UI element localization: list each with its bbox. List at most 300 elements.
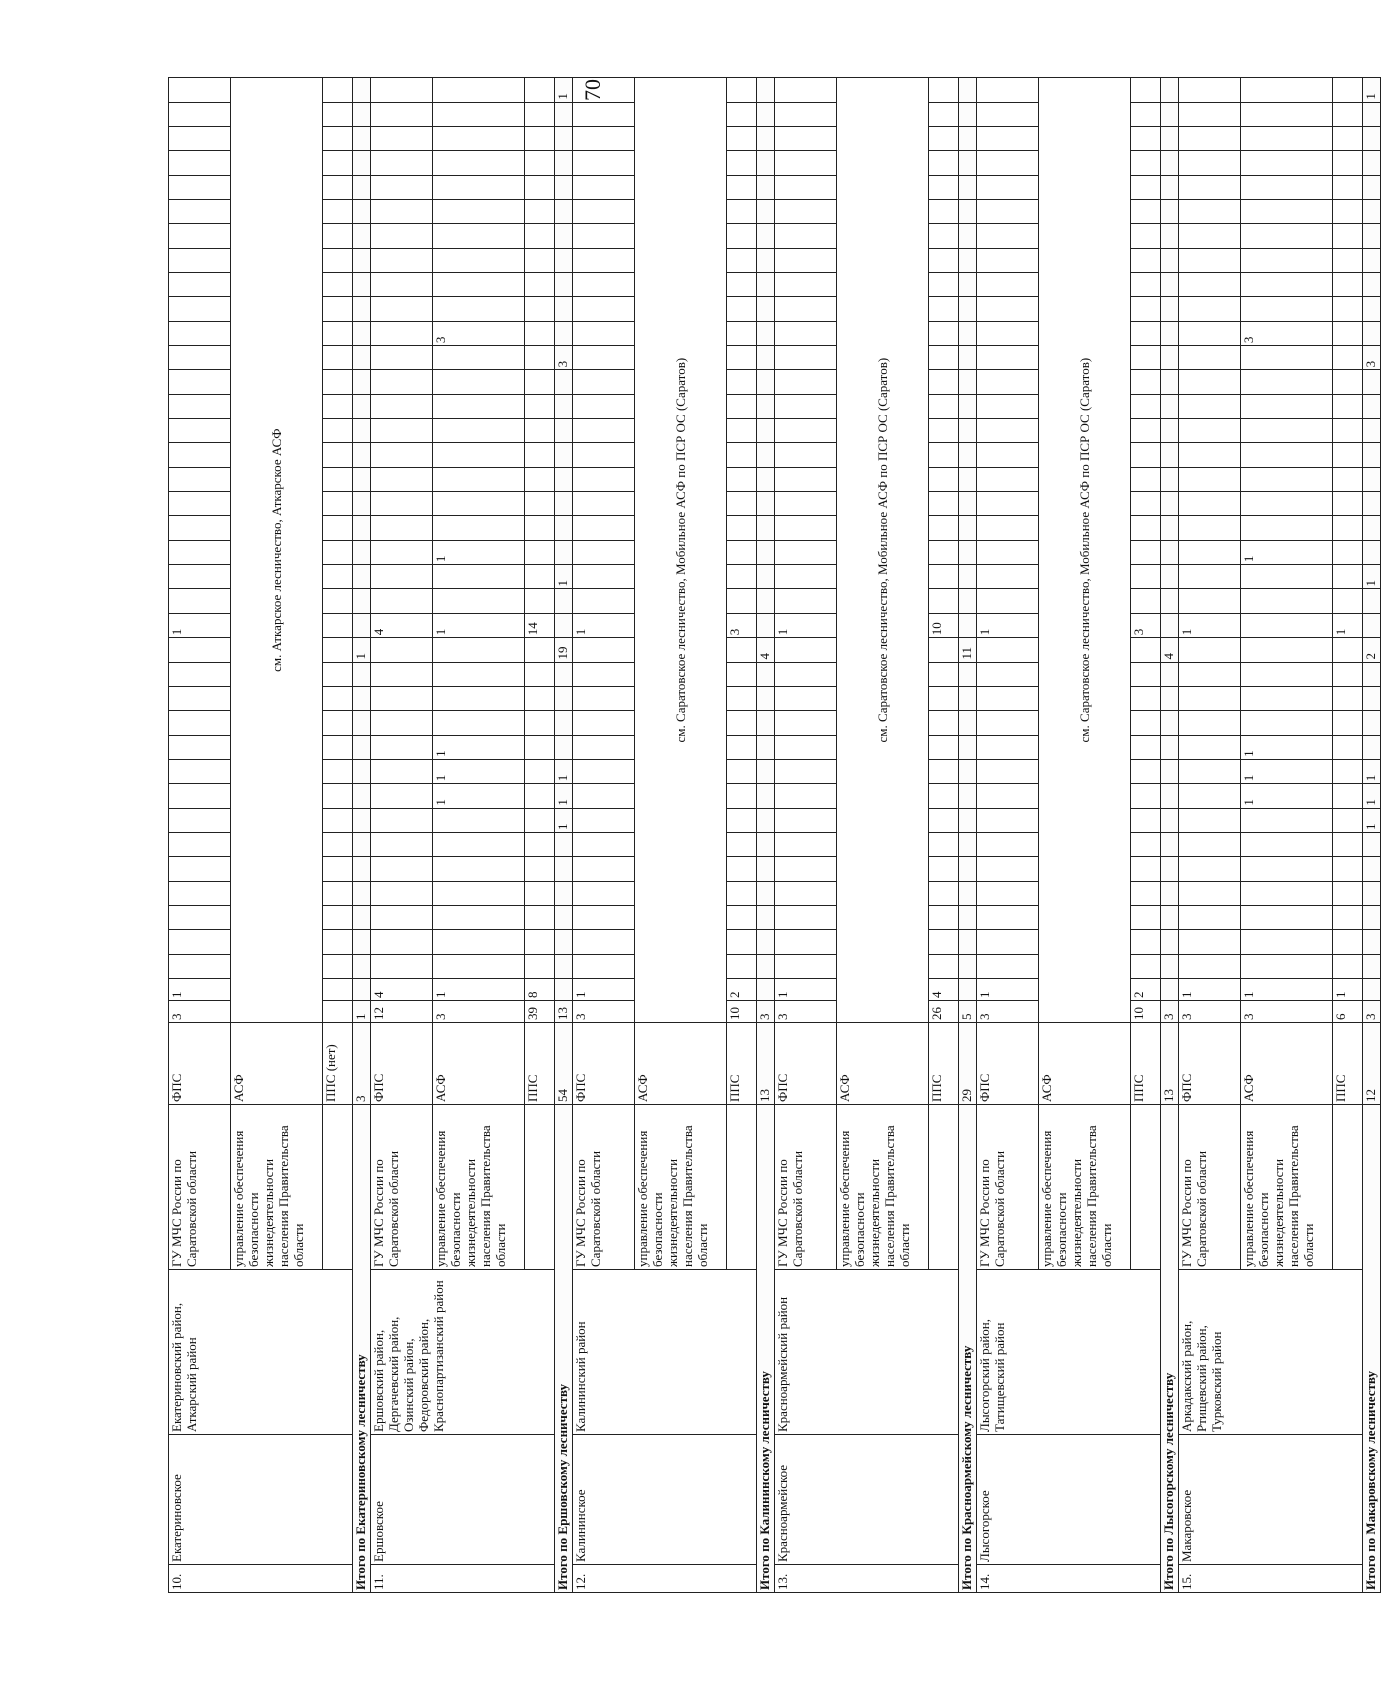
- value-cell: [1241, 297, 1333, 321]
- value-cell: 1: [1241, 979, 1333, 1001]
- value-cell: [1333, 151, 1363, 175]
- value-cell: 3: [1241, 321, 1333, 345]
- value-cell: [573, 419, 635, 443]
- value-cell: [555, 930, 573, 954]
- value-cell: 14: [525, 613, 555, 637]
- value-cell: [1161, 759, 1179, 783]
- organization: [727, 1105, 757, 1270]
- value-cell: [1363, 248, 1381, 272]
- value-cell: [169, 102, 231, 126]
- value-cell: [1363, 686, 1381, 710]
- value-cell: [1363, 979, 1381, 1001]
- value-cell: [727, 492, 757, 516]
- value-cell: [1363, 273, 1381, 297]
- value-cell: [1333, 321, 1363, 345]
- value-cell: [929, 346, 959, 370]
- value-cell: [1333, 370, 1363, 394]
- value-cell: [169, 126, 231, 150]
- value-cell: [977, 662, 1039, 686]
- value-cell: [757, 370, 775, 394]
- value-cell: [959, 78, 977, 102]
- value-cell: [757, 273, 775, 297]
- value-cell: [977, 857, 1039, 881]
- value-cell: [1333, 686, 1363, 710]
- value-cell: [929, 662, 959, 686]
- organization: управление обеспечения безопасности жизнедеятельности населения Правительства области: [837, 1105, 929, 1270]
- value-cell: [353, 711, 371, 735]
- value-cell: [371, 419, 433, 443]
- value-cell: [775, 151, 837, 175]
- value-cell: [323, 930, 353, 954]
- value-cell: [1363, 954, 1381, 978]
- value-cell: [555, 200, 573, 224]
- value-cell: [1363, 589, 1381, 613]
- value-cell: [959, 930, 977, 954]
- value-cell: [323, 735, 353, 759]
- value-cell: [169, 273, 231, 297]
- unit-type: ППС: [525, 1023, 555, 1105]
- value-cell: [1333, 78, 1363, 102]
- value-cell: [1131, 394, 1161, 418]
- value-cell: [1179, 151, 1241, 175]
- value-cell: [353, 735, 371, 759]
- value-cell: [977, 126, 1039, 150]
- value-cell: [1161, 784, 1179, 808]
- value-cell: 5: [959, 1001, 977, 1023]
- value-cell: [169, 735, 231, 759]
- value-cell: [555, 394, 573, 418]
- value-cell: 1: [1179, 979, 1241, 1001]
- value-cell: [1161, 419, 1179, 443]
- value-cell: [525, 297, 555, 321]
- value-cell: [977, 565, 1039, 589]
- value-cell: [757, 832, 775, 856]
- value-cell: [433, 589, 525, 613]
- value-cell: [525, 832, 555, 856]
- value-cell: [1241, 443, 1333, 467]
- value-cell: [929, 711, 959, 735]
- value-cell: [929, 419, 959, 443]
- value-cell: [371, 248, 433, 272]
- value-cell: 1: [1241, 540, 1333, 564]
- value-cell: [929, 832, 959, 856]
- value-cell: [1131, 954, 1161, 978]
- value-cell: [371, 200, 433, 224]
- value-cell: [1131, 102, 1161, 126]
- value-cell: [323, 321, 353, 345]
- value-cell: [1161, 613, 1179, 637]
- value-cell: [1131, 297, 1161, 321]
- value-cell: [1131, 467, 1161, 491]
- value-cell: [555, 151, 573, 175]
- value-cell: [1131, 200, 1161, 224]
- value-cell: [169, 881, 231, 905]
- value-cell: [727, 784, 757, 808]
- value-cell: [1161, 881, 1179, 905]
- value-cell: [1363, 516, 1381, 540]
- value-cell: [929, 151, 959, 175]
- value-cell: [433, 881, 525, 905]
- value-cell: [371, 832, 433, 856]
- value-cell: [1161, 711, 1179, 735]
- value-cell: [433, 565, 525, 589]
- value-cell: [959, 686, 977, 710]
- value-cell: [757, 321, 775, 345]
- organization: ГУ МЧС России по Саратовской области: [775, 1105, 837, 1270]
- value-cell: [1131, 565, 1161, 589]
- value-cell: [1161, 297, 1179, 321]
- value-cell: [775, 662, 837, 686]
- value-cell: [323, 126, 353, 150]
- forestry-name: Екатериновское: [169, 1435, 353, 1565]
- value-cell: 1: [977, 979, 1039, 1001]
- value-cell: [1179, 321, 1241, 345]
- value-cell: [169, 370, 231, 394]
- value-cell: [1333, 589, 1363, 613]
- value-cell: [757, 686, 775, 710]
- value-cell: [1161, 662, 1179, 686]
- value-cell: [1161, 102, 1179, 126]
- value-cell: [573, 832, 635, 856]
- value-cell: 1: [573, 613, 635, 637]
- value-cell: [959, 565, 977, 589]
- value-cell: [353, 394, 371, 418]
- value-cell: [169, 151, 231, 175]
- value-cell: [1131, 443, 1161, 467]
- value-cell: [573, 370, 635, 394]
- value-cell: [169, 808, 231, 832]
- value-cell: 2: [1363, 638, 1381, 662]
- forestry-name: Калининское: [573, 1435, 757, 1565]
- value-cell: [433, 516, 525, 540]
- value-cell: [929, 540, 959, 564]
- value-cell: [727, 394, 757, 418]
- value-cell: [977, 735, 1039, 759]
- value-cell: [727, 808, 757, 832]
- value-cell: [353, 78, 371, 102]
- value-cell: [929, 492, 959, 516]
- value-cell: [525, 954, 555, 978]
- value-cell: [353, 784, 371, 808]
- value-cell: [323, 565, 353, 589]
- value-cell: [727, 297, 757, 321]
- value-cell: [323, 954, 353, 978]
- value-cell: [323, 394, 353, 418]
- value-cell: [959, 492, 977, 516]
- value-cell: [727, 346, 757, 370]
- value-cell: [323, 467, 353, 491]
- value-cell: [929, 126, 959, 150]
- value-cell: [959, 905, 977, 929]
- row-number: 10.: [169, 1565, 353, 1593]
- value-cell: [555, 273, 573, 297]
- districts: Лысогорский район, Татищевский район: [977, 1270, 1161, 1435]
- value-cell: [169, 175, 231, 199]
- value-cell: [371, 126, 433, 150]
- value-cell: [757, 492, 775, 516]
- districts: Екатериновский район, Аткарский район: [169, 1270, 353, 1435]
- value-cell: [371, 443, 433, 467]
- value-cell: [525, 857, 555, 881]
- value-cell: [929, 954, 959, 978]
- value-cell: [353, 297, 371, 321]
- unit-type: ФПС: [169, 1023, 231, 1105]
- value-cell: [757, 881, 775, 905]
- total-row: [353, 78, 371, 1593]
- value-cell: [1161, 905, 1179, 929]
- value-cell: [1131, 370, 1161, 394]
- value-cell: 1: [775, 613, 837, 637]
- value-cell: [727, 175, 757, 199]
- value-cell: [1363, 540, 1381, 564]
- value-cell: [433, 419, 525, 443]
- value-cell: [1131, 540, 1161, 564]
- value-cell: [929, 297, 959, 321]
- value-cell: [1333, 759, 1363, 783]
- value-cell: [959, 711, 977, 735]
- row-number: 14.: [977, 1565, 1161, 1593]
- organization: ГУ МЧС России по Саратовской области: [1179, 1105, 1241, 1270]
- value-cell: [1333, 102, 1363, 126]
- value-cell: 10: [929, 613, 959, 637]
- value-cell: [1161, 200, 1179, 224]
- value-cell: [775, 930, 837, 954]
- organization: [929, 1105, 959, 1270]
- value-cell: [555, 979, 573, 1001]
- value-cell: [323, 589, 353, 613]
- value-cell: 1: [1363, 565, 1381, 589]
- organization: ГУ МЧС России по Саратовской области: [573, 1105, 635, 1270]
- reference-note: см. Саратовское лесничество, Мобильное АСФ по ПСР ОС (Саратов): [1039, 78, 1131, 1023]
- value-cell: [573, 930, 635, 954]
- table-row: [169, 78, 231, 1593]
- value-cell: [1179, 711, 1241, 735]
- value-cell: [727, 711, 757, 735]
- value-cell: [1179, 370, 1241, 394]
- value-cell: [775, 297, 837, 321]
- value-cell: 26: [929, 1001, 959, 1023]
- value-cell: [757, 297, 775, 321]
- value-cell: [727, 954, 757, 978]
- value-cell: [1131, 419, 1161, 443]
- value-cell: [169, 857, 231, 881]
- value-cell: [169, 832, 231, 856]
- value-cell: [323, 443, 353, 467]
- value-cell: [959, 467, 977, 491]
- value-cell: [433, 297, 525, 321]
- value-cell: [1241, 102, 1333, 126]
- value-cell: [573, 321, 635, 345]
- value-cell: [727, 881, 757, 905]
- value-cell: [1363, 711, 1381, 735]
- value-cell: [169, 224, 231, 248]
- value-cell: [977, 321, 1039, 345]
- organization: [323, 1105, 353, 1270]
- value-cell: [573, 516, 635, 540]
- value-cell: [433, 102, 525, 126]
- value-cell: [525, 662, 555, 686]
- unit-type: ППС: [1333, 1023, 1363, 1105]
- organization: ГУ МЧС России по Саратовской области: [169, 1105, 231, 1270]
- value-cell: [929, 686, 959, 710]
- organization: [1131, 1105, 1161, 1270]
- value-cell: [959, 200, 977, 224]
- value-cell: [433, 443, 525, 467]
- value-cell: 3: [1161, 1001, 1179, 1023]
- unit-type: ФПС: [977, 1023, 1039, 1105]
- value-cell: [371, 273, 433, 297]
- value-cell: [775, 589, 837, 613]
- value-cell: [1241, 857, 1333, 881]
- value-cell: [775, 443, 837, 467]
- value-cell: [573, 808, 635, 832]
- table-row: [977, 78, 1039, 1593]
- value-cell: [977, 419, 1039, 443]
- value-cell: [525, 224, 555, 248]
- value-cell: [353, 979, 371, 1001]
- value-cell: [977, 759, 1039, 783]
- value-cell: [757, 979, 775, 1001]
- value-cell: [929, 589, 959, 613]
- value-cell: [1241, 394, 1333, 418]
- forestry-name: Красноармейское: [775, 1435, 959, 1565]
- value-cell: [959, 151, 977, 175]
- value-cell: [433, 467, 525, 491]
- value-cell: [757, 589, 775, 613]
- value-cell: [1333, 273, 1363, 297]
- value-cell: [727, 321, 757, 345]
- value-cell: [959, 979, 977, 1001]
- value-cell: [573, 711, 635, 735]
- value-cell: [525, 540, 555, 564]
- value-cell: [1241, 175, 1333, 199]
- value-cell: [775, 200, 837, 224]
- value-cell: [977, 346, 1039, 370]
- value-cell: [555, 224, 573, 248]
- value-cell: [525, 443, 555, 467]
- value-cell: [1131, 346, 1161, 370]
- value-cell: [1363, 930, 1381, 954]
- value-cell: [929, 905, 959, 929]
- value-cell: [1161, 126, 1179, 150]
- value-cell: [1131, 126, 1161, 150]
- value-cell: [977, 954, 1039, 978]
- value-cell: [353, 516, 371, 540]
- value-cell: [433, 394, 525, 418]
- value-cell: [727, 540, 757, 564]
- value-cell: [323, 881, 353, 905]
- value-cell: [433, 832, 525, 856]
- value-cell: [929, 638, 959, 662]
- total-row: [757, 78, 775, 1593]
- value-cell: [573, 881, 635, 905]
- value-cell: [433, 126, 525, 150]
- value-cell: [977, 638, 1039, 662]
- value-cell: [323, 492, 353, 516]
- value-cell: [555, 297, 573, 321]
- value-cell: [775, 784, 837, 808]
- value-cell: 3: [1363, 1001, 1381, 1023]
- unit-type: ППС: [1131, 1023, 1161, 1105]
- value-cell: [727, 248, 757, 272]
- value-cell: [525, 321, 555, 345]
- value-cell: [757, 467, 775, 491]
- value-cell: [929, 808, 959, 832]
- value-cell: 3: [775, 1001, 837, 1023]
- value-cell: [371, 78, 433, 102]
- value-cell: [1333, 711, 1363, 735]
- value-cell: [1333, 565, 1363, 589]
- value-cell: [525, 638, 555, 662]
- value-cell: [323, 784, 353, 808]
- value-cell: [353, 102, 371, 126]
- value-cell: [727, 443, 757, 467]
- value-cell: 1: [353, 638, 371, 662]
- value-cell: [323, 638, 353, 662]
- value-cell: [371, 370, 433, 394]
- value-cell: [775, 711, 837, 735]
- value-cell: [727, 370, 757, 394]
- value-cell: [433, 492, 525, 516]
- value-cell: [433, 200, 525, 224]
- value-cell: 1: [555, 808, 573, 832]
- value-cell: [959, 321, 977, 345]
- value-cell: [525, 248, 555, 272]
- value-cell: 3: [1179, 1001, 1241, 1023]
- value-cell: [929, 467, 959, 491]
- value-cell: [757, 443, 775, 467]
- value-cell: [1179, 102, 1241, 126]
- value-cell: [1363, 905, 1381, 929]
- value-cell: [757, 857, 775, 881]
- value-cell: [1363, 102, 1381, 126]
- value-cell: [1179, 394, 1241, 418]
- value-cell: 4: [371, 979, 433, 1001]
- value-cell: 1: [353, 1001, 371, 1023]
- value-cell: [977, 151, 1039, 175]
- value-cell: [1161, 832, 1179, 856]
- value-cell: [1241, 467, 1333, 491]
- value-cell: [169, 589, 231, 613]
- value-cell: [323, 346, 353, 370]
- value-cell: [169, 467, 231, 491]
- value-cell: [323, 662, 353, 686]
- total-row: [1363, 78, 1381, 1593]
- value-cell: [169, 419, 231, 443]
- value-cell: 1: [573, 979, 635, 1001]
- value-cell: 1: [555, 78, 573, 102]
- value-cell: [1179, 273, 1241, 297]
- total-label: Итого по Макаровскому лесничеству: [1363, 1105, 1381, 1593]
- value-cell: [929, 200, 959, 224]
- value-cell: [1333, 954, 1363, 978]
- value-cell: [775, 248, 837, 272]
- value-cell: [775, 759, 837, 783]
- value-cell: [959, 346, 977, 370]
- value-cell: [371, 297, 433, 321]
- value-cell: [1161, 516, 1179, 540]
- value-cell: [757, 759, 775, 783]
- value-cell: 11: [959, 638, 977, 662]
- value-cell: [353, 808, 371, 832]
- value-cell: [433, 905, 525, 929]
- value-cell: [977, 784, 1039, 808]
- value-cell: 1: [169, 979, 231, 1001]
- value-cell: [929, 516, 959, 540]
- value-cell: [1333, 930, 1363, 954]
- value-cell: [775, 832, 837, 856]
- value-cell: [959, 857, 977, 881]
